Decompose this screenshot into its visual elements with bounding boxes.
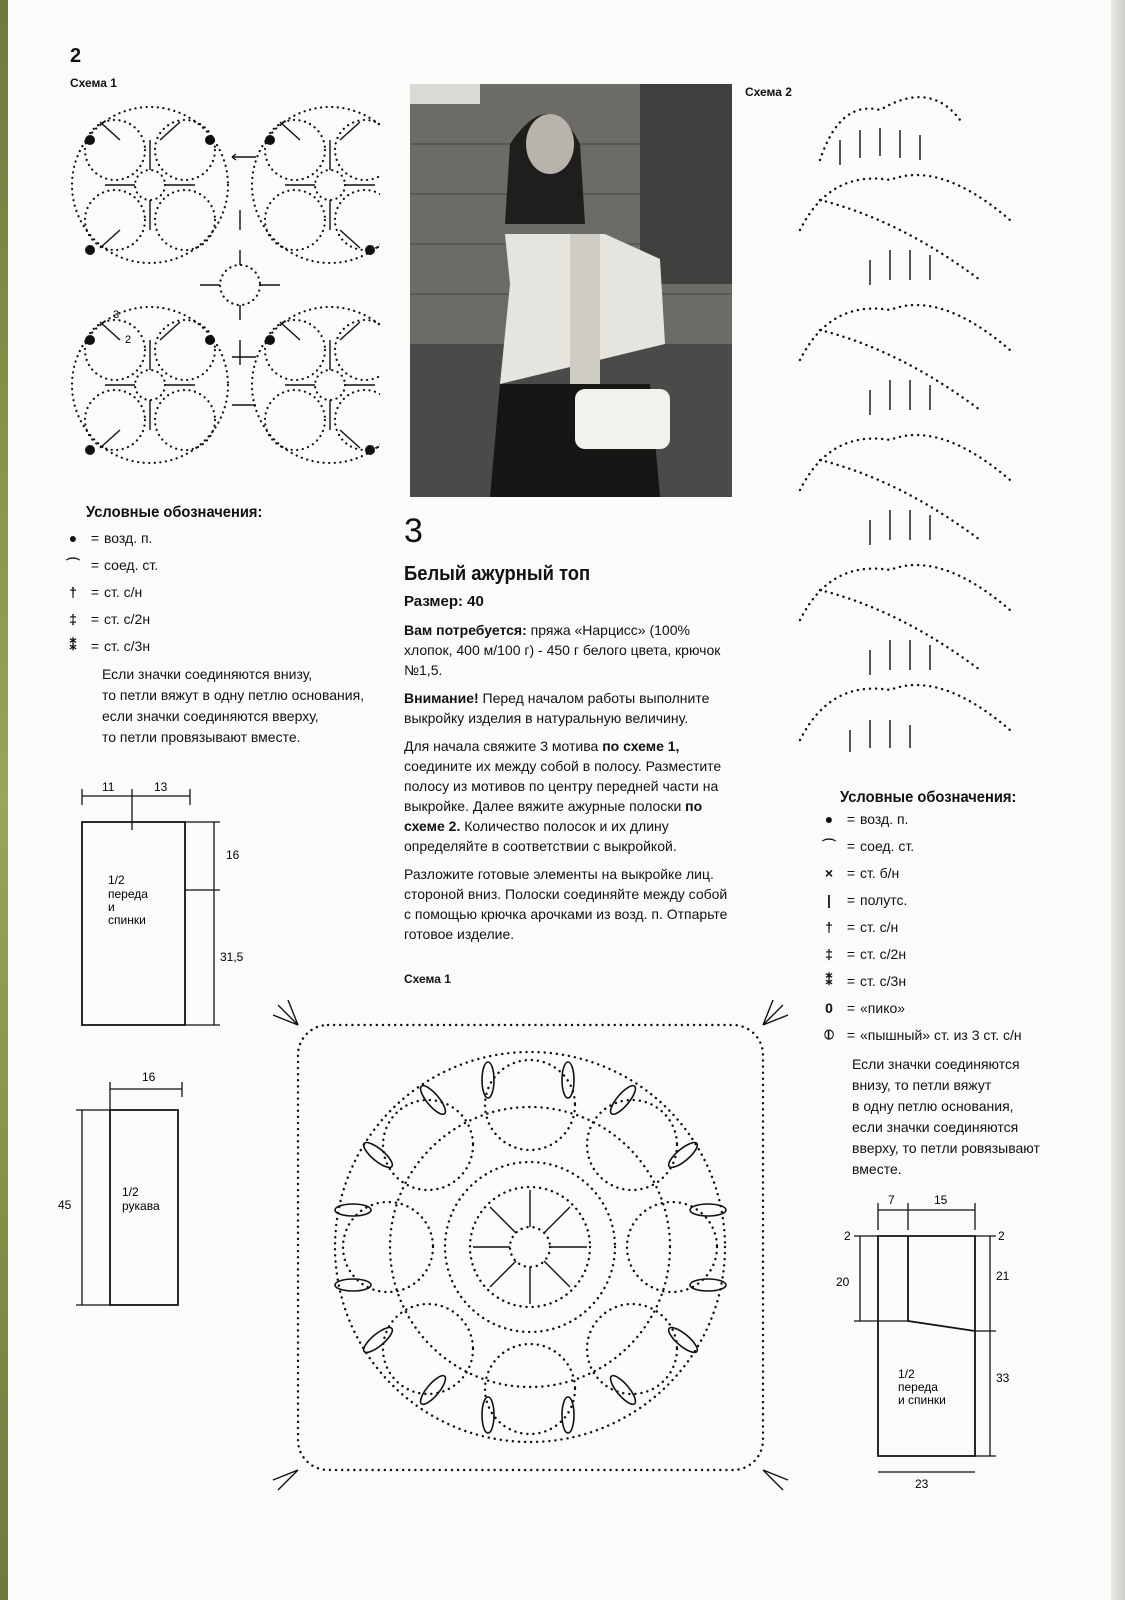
svg-text:2: 2 <box>998 1229 1005 1243</box>
dim-w: 16 <box>142 1070 156 1084</box>
legend-item: ‡ = ст. с/2н <box>816 940 1022 967</box>
scheme1-small-diagram <box>60 100 380 475</box>
legend-item: † = ст. с/н <box>816 913 1022 940</box>
legend-item: ⌒ = соед. ст. <box>60 551 158 578</box>
pattern-right-diagram <box>830 1188 1030 1503</box>
arc-icon: ⌒ <box>66 556 80 573</box>
page-gutter <box>0 0 8 1600</box>
scheme2-label: Схема 2 <box>745 85 792 99</box>
dot-icon: ● <box>68 529 78 546</box>
dim-w1: 11 <box>102 780 115 794</box>
legend-item: ⦶ = «пышный» ст. из 3 ст. с/н <box>816 1021 1022 1048</box>
tr-icon: ‡ <box>825 945 833 962</box>
photo-illustration <box>410 84 732 497</box>
scheme1-large-label: Схема 1 <box>404 972 451 986</box>
page-edge <box>1111 0 1125 1600</box>
legend-item: ‡ = ст. с/2н <box>60 605 158 632</box>
dim-w2: 13 <box>154 780 168 794</box>
dot-icon: ● <box>824 810 834 827</box>
pattern-body-diagram <box>70 775 260 1040</box>
svg-text:переда: переда <box>108 887 148 901</box>
svg-text:21: 21 <box>996 1269 1010 1283</box>
legend-left-title: Условные обозначения: <box>86 504 263 521</box>
svg-text:переда: переда <box>898 1380 938 1394</box>
dim-h: 45 <box>58 1198 72 1212</box>
svg-text:и: и <box>108 900 115 914</box>
bar-icon: | <box>827 891 831 908</box>
svg-text:23: 23 <box>915 1477 929 1491</box>
svg-text:20: 20 <box>836 1275 850 1289</box>
cross-icon: × <box>824 864 834 881</box>
article-p1: Для начала свяжите 3 мотива по схеме 1, соедините их между собой в полосу. Разместите полосу из мотивов по центру передней части на выкройке. Далее вяжите ажурные полоски по схеме 2. Количество полосок и их длину определяйте в соответствии с выкройкой. <box>404 738 722 854</box>
pattern-sleeve-diagram <box>50 1065 200 1315</box>
legend-right-note: Если значки соединяются внизу, то петли вяжут в одну петлю основания, если значки соединяются вверху, то петли ровязывают вместе. <box>852 1056 1040 1177</box>
model-photo <box>410 84 732 497</box>
svg-text:1/2: 1/2 <box>108 873 125 887</box>
article-p2: Разложите готовые элементы на выкройке лиц. стороной вниз. Полоски соединяйте между собой с помощью крючка арочками из возд. п. Отпарьте готовое изделие. <box>404 866 728 942</box>
picot-icon: 0 <box>825 999 833 1016</box>
svg-text:3: 3 <box>113 309 120 321</box>
article-body <box>404 592 734 952</box>
dim-h1: 16 <box>226 848 240 862</box>
svg-text:рукава: рукава <box>122 1199 160 1213</box>
legend-left-list <box>60 524 158 659</box>
svg-text:33: 33 <box>996 1371 1010 1385</box>
legend-item: ● = возд. п. <box>60 524 158 551</box>
svg-text:15: 15 <box>934 1193 948 1207</box>
arc-icon: ⌒ <box>822 837 836 854</box>
article-title: Белый ажурный топ <box>404 563 591 585</box>
article-needs: Вам потребуется: пряжа «Нарцисс» (100% хлопок, 400 м/100 г) - 450 г белого цвета, крючок №1,5. <box>404 622 721 678</box>
legend-item: ⁑ = ст. с/3н <box>60 632 158 659</box>
dc-icon: † <box>69 583 77 600</box>
dtr-icon: ⁑ <box>69 637 77 653</box>
legend-item: × = ст. б/н <box>816 859 1022 886</box>
article-size: Размер: 40 <box>404 593 484 610</box>
scheme2-diagram <box>780 80 1035 770</box>
scheme1-small-label: Схема 1 <box>70 76 117 90</box>
dim-h2: 31,5 <box>220 950 244 964</box>
legend-right-title: Условные обозначения: <box>840 789 1017 806</box>
dc-icon: † <box>825 918 833 935</box>
legend-left-note: Если значки соединяются внизу, то петли вяжут в одну петлю основания, если значки соединяются вверху, то петли провязывают вместе. <box>102 666 365 745</box>
svg-text:1/2: 1/2 <box>898 1367 915 1381</box>
legend-item: ⌒ = соед. ст. <box>816 832 1022 859</box>
puff-icon: ⦶ <box>823 1026 835 1042</box>
svg-text:7: 7 <box>888 1193 895 1207</box>
legend-item: 0 = «пико» <box>816 994 1022 1021</box>
legend-item: † = ст. с/н <box>60 578 158 605</box>
legend-item: ● = возд. п. <box>816 805 1022 832</box>
svg-text:1/2: 1/2 <box>122 1185 139 1199</box>
svg-text:2: 2 <box>844 1229 851 1243</box>
page-number: 2 <box>70 45 82 67</box>
svg-text:2: 2 <box>125 334 132 346</box>
tr-icon: ‡ <box>69 610 77 627</box>
dtr-icon: ⁑ <box>825 972 833 988</box>
legend-item: ⁑ = ст. с/3н <box>816 967 1022 994</box>
legend-item: | = полутс. <box>816 886 1022 913</box>
article-attention: Внимание! Перед началом работы выполните выкройку изделия в натуральную величину. <box>404 690 710 726</box>
scheme1-large-diagram <box>268 995 793 1500</box>
svg-text:спинки: спинки <box>108 913 146 927</box>
article-number: 3 <box>404 512 423 550</box>
svg-text:и спинки: и спинки <box>898 1393 946 1407</box>
legend-right-list <box>816 805 1022 1048</box>
